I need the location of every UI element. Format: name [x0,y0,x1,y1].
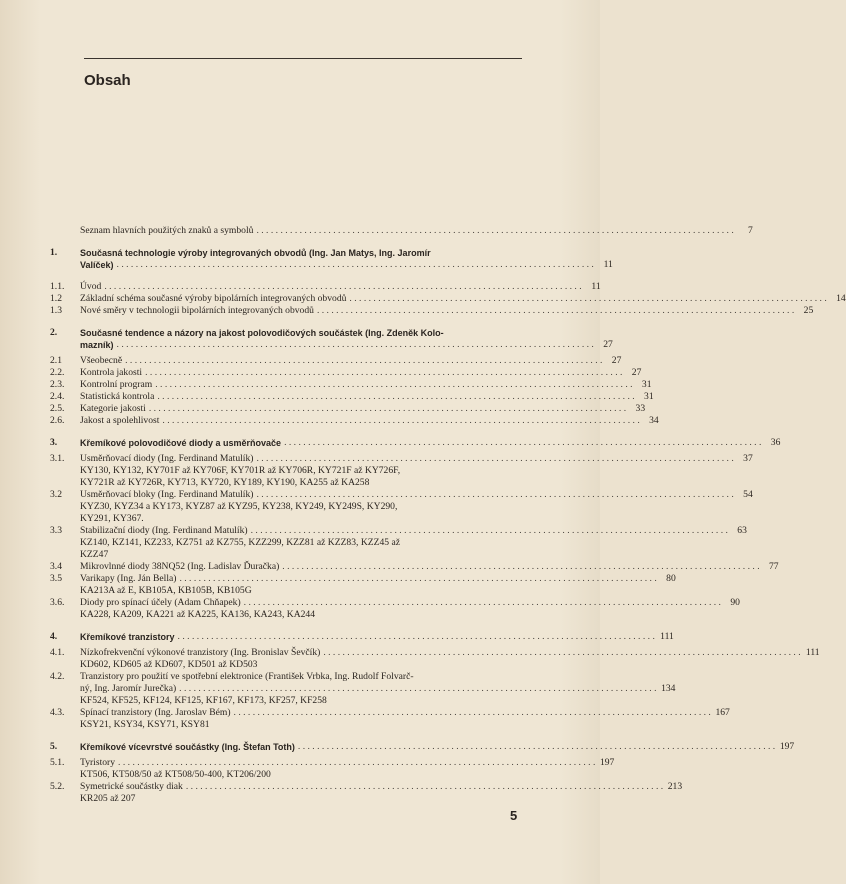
toc-entry-title: Všeobecně [80,355,123,366]
toc-entry-number: 1.2 [50,293,62,304]
toc-entry-number: 1.3 [50,305,62,316]
dot-leader [149,403,626,415]
dot-leader [282,561,759,573]
dot-leader [284,437,761,449]
toc-entry-title: Tranzistory pro použití ve spotřební elektronice (František Vrbka, Ing. Rudolf Folvarč- [80,671,414,682]
toc-entry-title: Křemíkové tranzistory [80,632,175,642]
toc-entry-title: Úvod [80,281,102,292]
toc-page-number: 213 [667,781,683,792]
dot-leader [162,415,639,427]
toc-entry-number: 3.6. [50,597,65,608]
toc-entry-number: 3.1. [50,453,65,464]
dot-leader [117,259,594,271]
toc-page-number: 27 [603,339,613,350]
toc-entry-title: Symetrické součástky diak [80,781,183,792]
component-list: KA228, KA209, KA221 až KA225, KA136, KA243, KA244 [80,609,316,620]
dot-leader [256,453,733,465]
toc-page-number: 167 [715,707,730,718]
component-list: KA213A až E, KB105A, KB105B, KB105G [80,585,252,596]
toc-entry [50,757,615,781]
toc-entry-title: ný, Ing. Jaromír Jurečka) [80,683,177,694]
toc-entry-title: Varikapy (Ing. Ján Bella) [80,573,177,584]
toc-entry [50,247,613,271]
dot-leader [179,573,656,585]
component-list: KY291, KY367. [80,513,144,524]
toc-entry-number: 3. [50,437,58,448]
dot-leader [178,631,655,643]
toc-page-number: 111 [805,647,820,658]
dot-leader [117,339,594,351]
toc-entry-number: 3.5 [50,573,62,584]
toc-page-number: 134 [661,683,676,694]
toc-page-number: 31 [644,391,654,402]
toc-entry-title: Základní schéma současné výroby bipolárních integrovaných obvodů [80,293,347,304]
component-list: KY721R až KY726R, KY713, KY720, KY189, KY190, KA255 až KA258 [80,477,370,488]
toc-entry [50,327,613,351]
toc-page-number: 27 [631,367,642,378]
toc-page-number: 27 [611,355,622,366]
component-list: KYZ30, KYZ34 a KY173, KYZ87 až KYZ95, KY238, KY249, KY249S, KY290, [80,501,398,512]
toc-entry-title: Stabilizační diody (Ing. Ferdinand Matulík) [80,525,248,536]
toc-entry-title: Jakost a spolehlivost [80,415,160,426]
toc-entry-number: 2.6. [50,415,65,426]
component-list: KY130, KY132, KY701F až KY706F, KY701R až KY706R, KY721F až KY726F, [80,465,401,476]
toc-entry [50,293,846,305]
toc-page-number: 14 [836,293,846,304]
toc-entry-title: Statistická kontrola [80,391,155,402]
top-rule [84,58,522,59]
dot-leader [145,367,622,379]
toc-entry-number: 2.3. [50,379,65,390]
toc-entry-number: 1.1. [50,281,65,292]
toc-page-number: 7 [747,225,753,236]
toc-entry-number: 4.1. [50,647,65,658]
toc-entry-title: Valíček) [80,260,114,270]
dot-leader [157,391,634,403]
toc-entry [50,403,646,415]
toc-entry-title: mazník) [80,340,114,350]
toc-page-number: 37 [743,453,753,464]
toc-entry-number: 2.4. [50,391,65,402]
component-list: KT506, KT508/50 až KT508/50-400, KT206/200 [80,769,271,780]
toc-entry [50,305,814,317]
toc-entry [50,525,747,561]
component-list: KZ140, KZ141, KZ233, KZ751 až KZ755, KZZ299, KZZ81 až KZZ83, KZZ45 až [80,537,400,548]
toc-page-number: 36 [770,437,781,448]
toc-page-number: 80 [666,573,676,584]
component-list: KD602, KD605 až KD607, KD501 až KD503 [80,659,258,670]
toc-entry [50,453,753,489]
toc-entry [50,367,642,379]
toc-page-number: 54 [743,489,753,500]
toc-entry-title: Současné tendence a názory na jakost polovodičových součástek (Ing. Zdeněk Kolo- [80,328,444,338]
page-title: Obsah [84,72,131,89]
toc-entry [50,415,659,427]
toc-page-number: 11 [603,259,613,270]
dot-leader [155,379,632,391]
dot-leader [186,781,663,793]
toc-entry-title: Spínací tranzistory (Ing. Jaroslav Bém) [80,707,231,718]
dot-leader [256,489,733,501]
toc-entry-number: 2.1 [50,355,62,366]
component-list: KZZ47 [80,549,109,560]
dot-leader [179,683,656,695]
toc-entry [50,707,730,731]
toc-entry-title: Diody pro spínací účely (Adam Chňapek) [80,597,241,608]
toc-page-number: 197 [599,757,615,768]
toc-entry-number: 2.5. [50,403,65,414]
component-list: KR205 až 207 [80,793,136,804]
table-of-contents [50,225,846,805]
toc-entry [50,391,654,403]
toc-entry [50,355,622,367]
toc-entry-title: Křemíkové vícevrstvé součástky (Ing. Štefan Toth) [80,742,295,752]
toc-entry-title: Tyristory [80,757,116,768]
toc-entry-title: Kategorie jakosti [80,403,146,414]
dot-leader [251,525,728,537]
toc-entry [50,647,820,671]
toc-entry-title: Usměrňovací diody (Ing. Ferdinand Matulík) [80,453,254,464]
component-list: KF524, KF525, KF124, KF125, KF167, KF173, KF257, KF258 [80,695,327,706]
toc-entry-number: 4. [50,631,58,642]
toc-entry-number: 3.4 [50,561,62,572]
toc-entry-number: 2. [50,327,58,338]
toc-entry [50,741,795,753]
toc-page-number: 33 [635,403,646,414]
toc-page-number: 11 [591,281,601,292]
toc-entry-title: Křemíkové polovodičové diody a usměrňovače [80,438,282,448]
toc-entry-number: 4.2. [50,671,65,682]
toc-entry-number: 5.2. [50,781,65,792]
toc-page-number: 77 [769,561,779,572]
toc-entry-number: 4.3. [50,707,65,718]
toc-entry [50,597,740,621]
toc-entry-title: Kontrola jakosti [80,367,143,378]
dot-leader [234,707,711,719]
toc-page-number: 31 [641,379,652,390]
toc-entry [50,573,676,597]
toc-entry-number: 2.2. [50,367,65,378]
toc-entry [50,379,652,391]
toc-page-number: 197 [779,741,795,752]
toc-entry [50,781,683,805]
toc-entry-title: Nové směry v technologii bipolárních integrovaných obvodů [80,305,314,316]
toc-entry [50,225,753,237]
toc-entry-number: 3.3 [50,525,62,536]
toc-page-number: 111 [660,631,674,642]
toc-entry-number: 3.2 [50,489,62,500]
toc-page-number: 34 [649,415,659,426]
dot-leader [125,355,602,367]
toc-entry-title: Kontrolní program [80,379,153,390]
toc-page-number: 90 [730,597,740,608]
toc-entry-title: Usměrňovací bloky (Ing. Ferdinand Matulík) [80,489,254,500]
toc-entry [50,489,753,525]
dot-leader [317,305,794,317]
dot-leader [256,225,733,237]
toc-page-number: 25 [803,305,814,316]
dot-leader [244,597,721,609]
dot-leader [118,757,595,769]
dot-leader [323,647,800,659]
toc-entry [50,281,601,293]
dot-leader [298,741,775,753]
toc-entry-number: 5. [50,741,58,752]
toc-page-number: 63 [737,525,747,536]
toc-entry-title: Mikrovlnné diody 38NQ52 (Ing. Ladislav Ďuračka) [80,561,280,572]
dot-leader [104,281,581,293]
page-number: 5 [510,808,518,823]
toc-entry-title: Nízkofrekvenční výkonové tranzistory (Ing. Bronislav Ševčík) [80,647,321,658]
toc-entry-title: Současná technologie výroby integrovaných obvodů (Ing. Jan Matys, Ing. Jaromír [80,248,431,258]
toc-entry [50,561,779,573]
toc-entry [50,631,674,643]
toc-entry [50,671,676,707]
dot-leader [349,293,826,305]
toc-entry [50,437,781,449]
component-list: KSY21, KSY34, KSY71, KSY81 [80,719,210,730]
toc-entry-number: 1. [50,247,58,258]
toc-entry-number: 5.1. [50,757,65,768]
toc-entry-title: Seznam hlavních použitých znaků a symbolů [80,225,254,236]
